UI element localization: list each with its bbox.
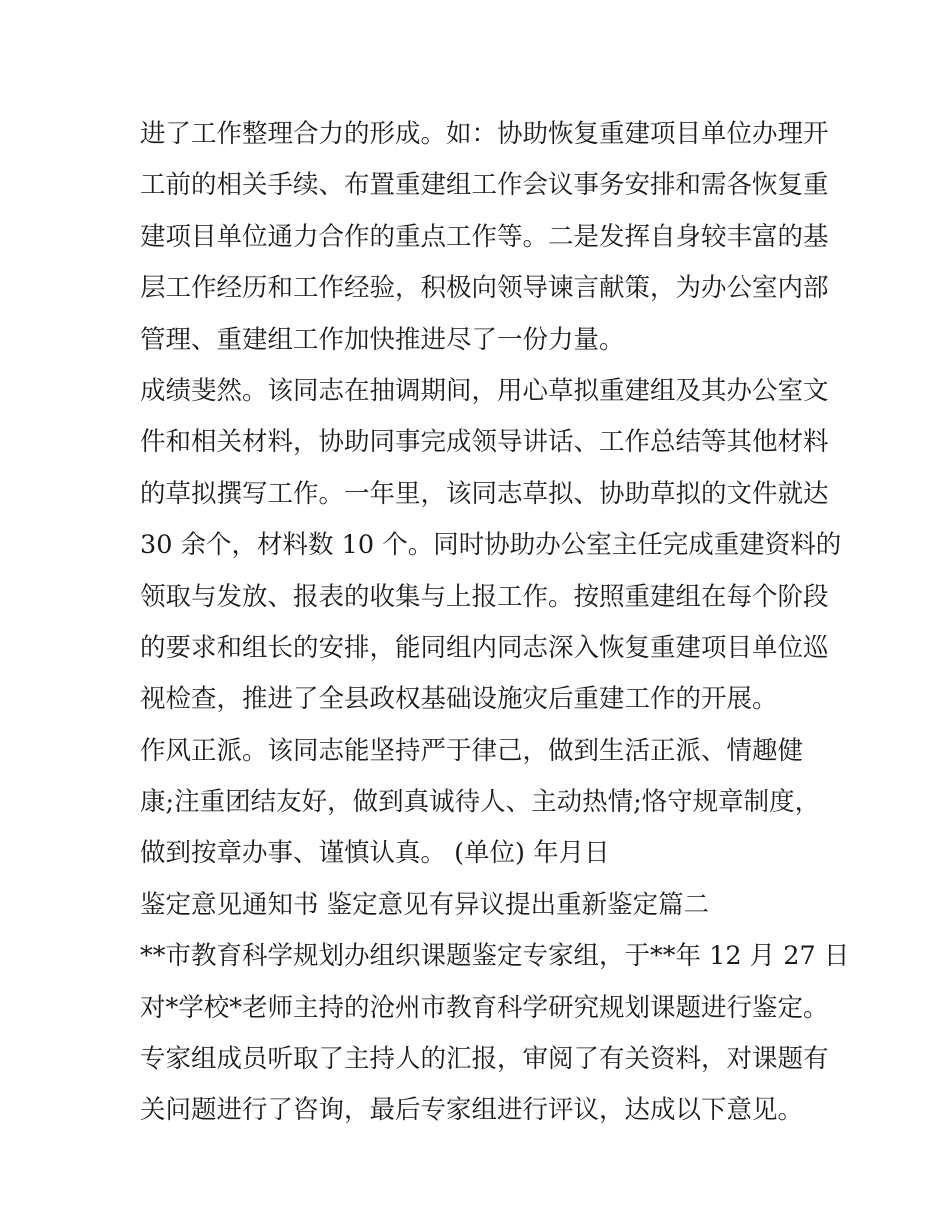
text-line: 关问题进行了咨询，最后专家组进行评议，达成以下意见。 (140, 1095, 804, 1126)
text-line: **市教育科学规划办组织课题鉴定专家组，于**年 12 月 27 日 (140, 941, 850, 972)
document-body (140, 109, 850, 1137)
text-line: 作风正派。该同志能坚持严于律己，做到生活正派、情趣健 (140, 735, 804, 766)
text-line: 对*学校*老师主持的沧州市教育科学研究规划课题进行鉴定。 (140, 992, 829, 1023)
text-line: 视检查，推进了全县政权基础设施灾后重建工作的开展。 (140, 684, 778, 715)
text-line: 成绩斐然。该同志在抽调期间，用心草拟重建组及其办公室文 (140, 375, 829, 406)
text-line: 30 余个，材料数 10 个。同时协助办公室主任完成重建资料的 (140, 530, 842, 561)
text-line: 层工作经历和工作经验，积极向领导谏言献策，为办公室内部 (140, 273, 829, 304)
text-line: 建项目单位通力合作的重点工作等。二是发挥自身较丰富的基 (140, 221, 829, 252)
text-line: 做到按章办事、谨慎认真。 (单位) 年月日 (140, 838, 610, 869)
text-line: 进了工作整理合力的形成。如：协助恢复重建项目单位办理开 (140, 119, 829, 149)
text-line: 工前的相关手续、布置重建组工作会议事务安排和需各恢复重 (140, 170, 829, 201)
text-line: 件和相关材料，协助同事完成领导讲话、工作总结等其他材料 (140, 427, 829, 458)
text-line: 的草拟撰写工作。一年里，该同志草拟、协助草拟的文件就达 (140, 478, 829, 509)
text-line: 专家组成员听取了主持人的汇报，审阅了有关资料，对课题有 (140, 1044, 829, 1075)
text-line: 领取与发放、报表的收集与上报工作。按照重建组在每个阶段 (140, 581, 829, 612)
section-heading: 鉴定意见通知书 鉴定意见有异议提出重新鉴定篇二 (140, 889, 710, 920)
text-line: 管理、重建组工作加快推进尽了一份力量。 (140, 324, 625, 355)
text-line: 的要求和组长的安排，能同组内同志深入恢复重建项目单位巡 (140, 632, 829, 663)
text-line: 康;注重团结友好，做到真诚待人、主动热情;恪守规章制度， (140, 787, 821, 818)
